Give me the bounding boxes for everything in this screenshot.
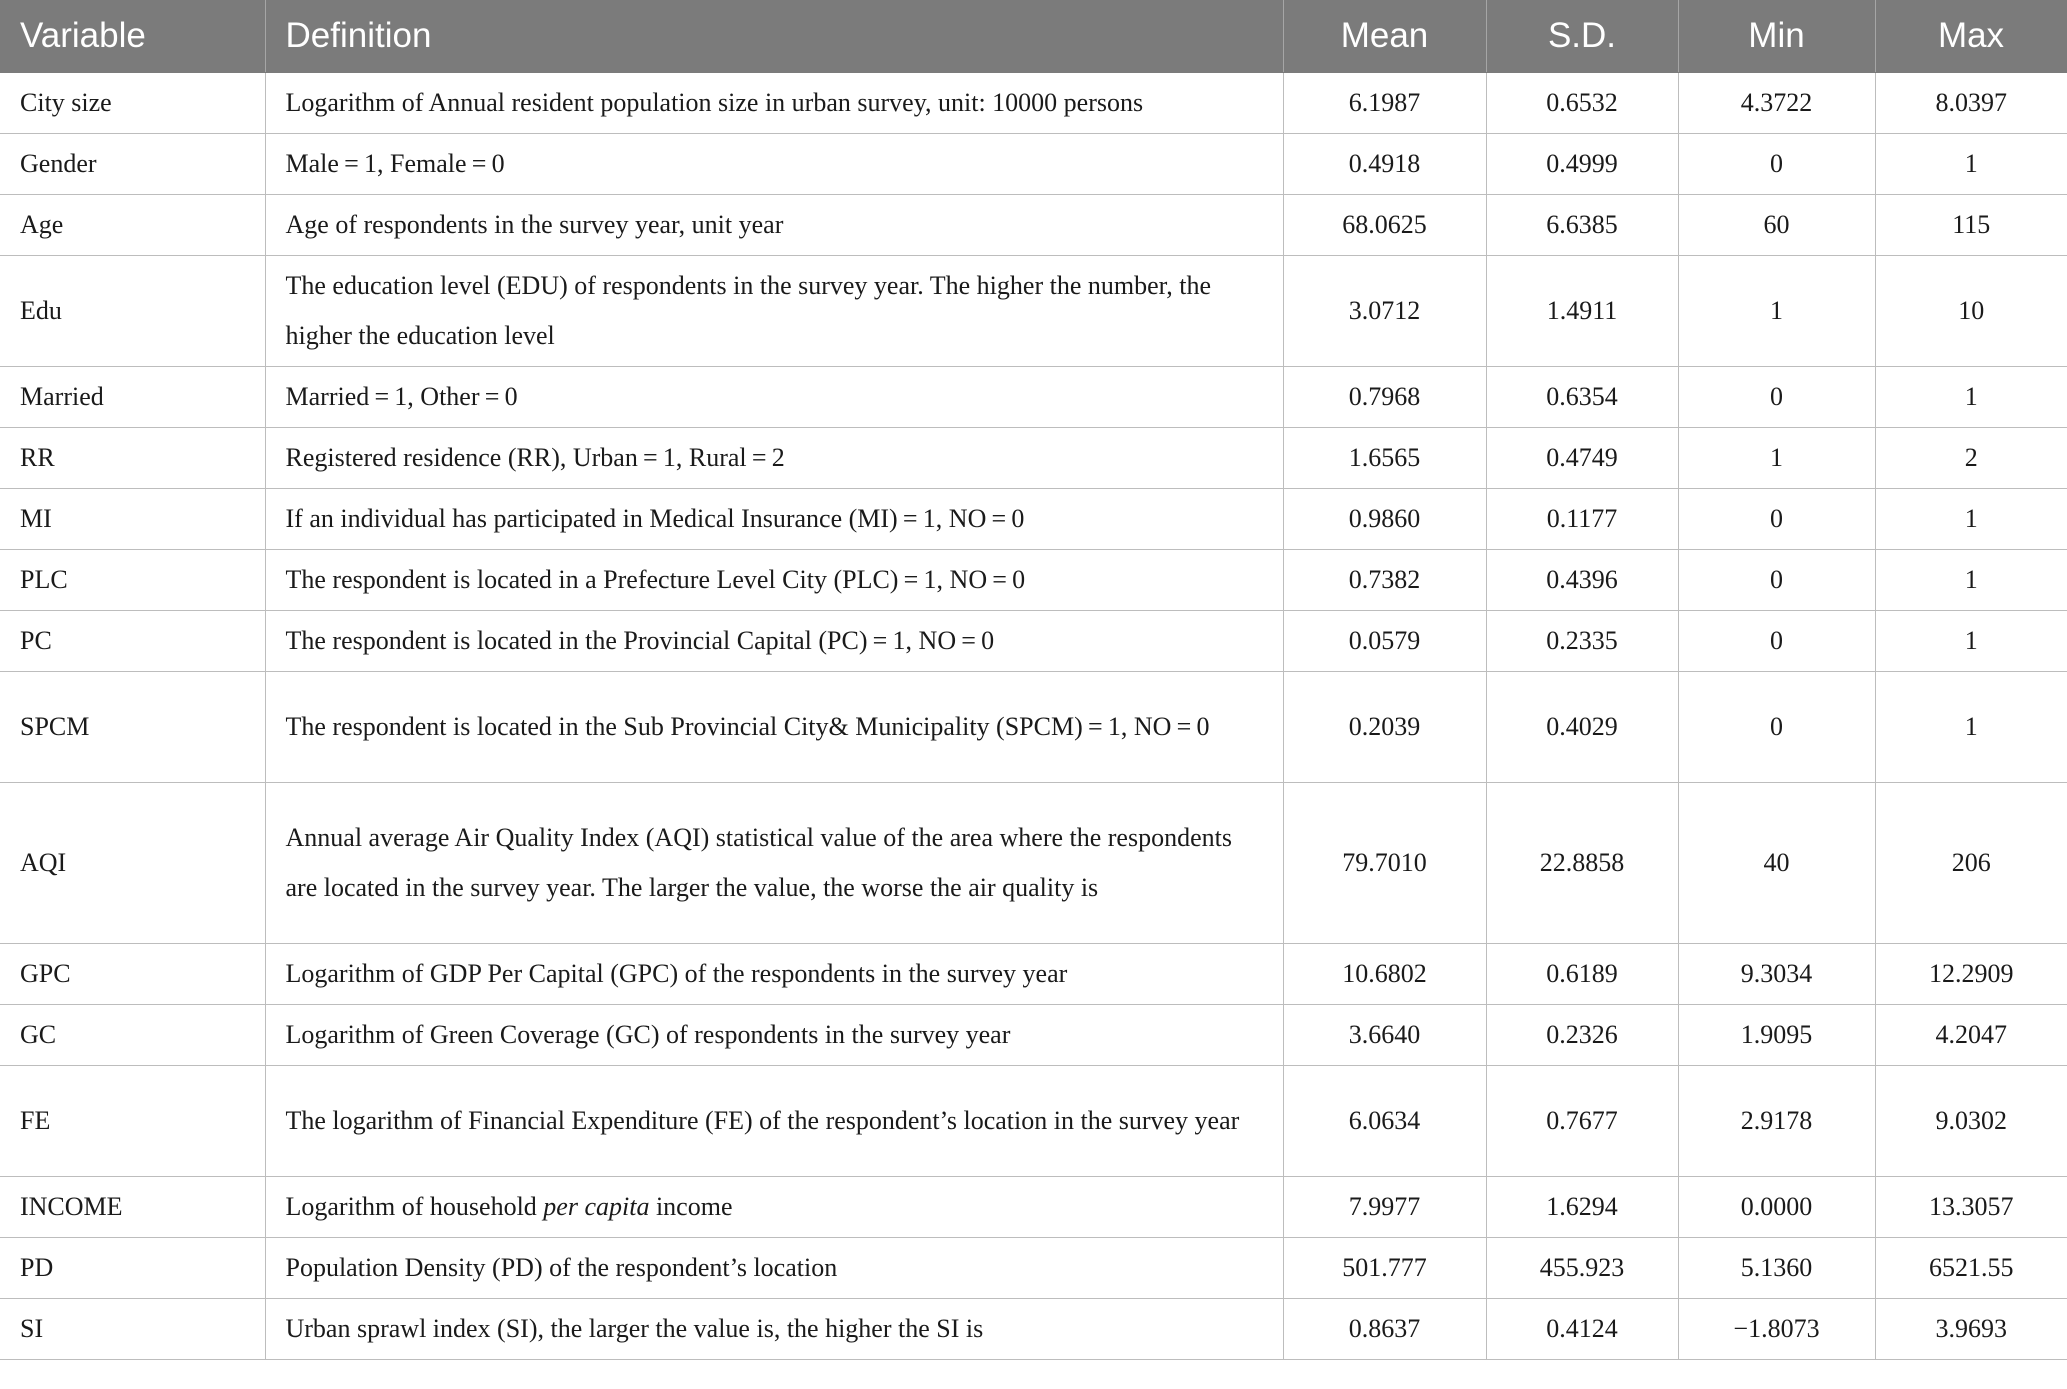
table-row: [0, 1177, 2067, 1238]
cell-sd: 0.4396: [1486, 550, 1678, 611]
cell-sd: 0.1177: [1486, 489, 1678, 550]
definition-italic-part: per capita: [543, 1192, 650, 1221]
cell-sd: 1.6294: [1486, 1177, 1678, 1238]
table-row: [0, 1238, 2067, 1299]
cell-sd: 0.6189: [1486, 944, 1678, 1005]
table-row: [0, 1066, 2067, 1177]
header-sd: S.D.: [1486, 0, 1678, 73]
table-row: [0, 367, 2067, 428]
cell-min: 0: [1678, 611, 1875, 672]
cell-max: 1: [1875, 489, 2067, 550]
table-row: [0, 489, 2067, 550]
cell-min: 9.3034: [1678, 944, 1875, 1005]
cell-definition: Logarithm of GDP Per Capital (GPC) of the respondents in the survey year: [265, 944, 1283, 1005]
cell-definition: Logarithm of Annual resident population size in urban survey, unit: 10000 persons: [265, 73, 1283, 134]
header-mean: Mean: [1283, 0, 1486, 73]
cell-min: 0.0000: [1678, 1177, 1875, 1238]
table-row: [0, 672, 2067, 783]
cell-variable: Age: [0, 195, 265, 256]
cell-variable: PD: [0, 1238, 265, 1299]
cell-mean: 501.777: [1283, 1238, 1486, 1299]
cell-max: 2: [1875, 428, 2067, 489]
cell-sd: 0.4124: [1486, 1299, 1678, 1360]
cell-max: 10: [1875, 256, 2067, 367]
cell-mean: 79.7010: [1283, 783, 1486, 944]
cell-max: 4.2047: [1875, 1005, 2067, 1066]
cell-sd: 0.6354: [1486, 367, 1678, 428]
cell-sd: 6.6385: [1486, 195, 1678, 256]
cell-min: 40: [1678, 783, 1875, 944]
cell-mean: 0.0579: [1283, 611, 1486, 672]
cell-variable: Gender: [0, 134, 265, 195]
table-row: [0, 195, 2067, 256]
cell-mean: 68.0625: [1283, 195, 1486, 256]
cell-min: 60: [1678, 195, 1875, 256]
cell-mean: 3.0712: [1283, 256, 1486, 367]
cell-definition: Annual average Air Quality Index (AQI) statistical value of the area where the respondents are located in the survey year. The larger the value, the worse the air quality is: [265, 783, 1283, 944]
table-row: [0, 550, 2067, 611]
cell-variable: SPCM: [0, 672, 265, 783]
cell-sd: 22.8858: [1486, 783, 1678, 944]
cell-sd: 0.4999: [1486, 134, 1678, 195]
cell-mean: 0.7968: [1283, 367, 1486, 428]
table-row: [0, 1005, 2067, 1066]
cell-min: 0: [1678, 672, 1875, 783]
cell-variable: FE: [0, 1066, 265, 1177]
cell-definition: Married = 1, Other = 0: [265, 367, 1283, 428]
cell-max: 12.2909: [1875, 944, 2067, 1005]
cell-min: 0: [1678, 489, 1875, 550]
cell-sd: 0.6532: [1486, 73, 1678, 134]
table-row: [0, 611, 2067, 672]
cell-sd: 0.7677: [1486, 1066, 1678, 1177]
table-row: [0, 783, 2067, 944]
table-row: [0, 944, 2067, 1005]
cell-definition: Male = 1, Female = 0: [265, 134, 1283, 195]
cell-max: 1: [1875, 134, 2067, 195]
cell-sd: 1.4911: [1486, 256, 1678, 367]
cell-definition: Urban sprawl index (SI), the larger the value is, the higher the SI is: [265, 1299, 1283, 1360]
cell-definition: Logarithm of Green Coverage (GC) of respondents in the survey year: [265, 1005, 1283, 1066]
cell-definition: The respondent is located in the Provincial Capital (PC) = 1, NO = 0: [265, 611, 1283, 672]
cell-variable: GC: [0, 1005, 265, 1066]
cell-max: 1: [1875, 611, 2067, 672]
cell-variable: RR: [0, 428, 265, 489]
table-row: [0, 134, 2067, 195]
cell-sd: 0.4029: [1486, 672, 1678, 783]
cell-min: 0: [1678, 134, 1875, 195]
cell-max: 3.9693: [1875, 1299, 2067, 1360]
header-min: Min: [1678, 0, 1875, 73]
cell-definition: Registered residence (RR), Urban = 1, Rural = 2: [265, 428, 1283, 489]
cell-max: 1: [1875, 367, 2067, 428]
cell-sd: 0.2335: [1486, 611, 1678, 672]
cell-mean: 6.0634: [1283, 1066, 1486, 1177]
cell-max: 6521.55: [1875, 1238, 2067, 1299]
table-row: [0, 73, 2067, 134]
cell-definition: The respondent is located in the Sub Provincial City& Municipality (SPCM) = 1, NO = 0: [265, 672, 1283, 783]
cell-min: 1.9095: [1678, 1005, 1875, 1066]
cell-definition: The respondent is located in a Prefecture Level City (PLC) = 1, NO = 0: [265, 550, 1283, 611]
cell-min: 1: [1678, 256, 1875, 367]
cell-mean: 0.4918: [1283, 134, 1486, 195]
table-row: [0, 428, 2067, 489]
cell-max: 13.3057: [1875, 1177, 2067, 1238]
cell-min: 0: [1678, 367, 1875, 428]
cell-max: 9.0302: [1875, 1066, 2067, 1177]
cell-sd: 455.923: [1486, 1238, 1678, 1299]
header-variable: Variable: [0, 0, 265, 73]
cell-definition: The logarithm of Financial Expenditure (FE) of the respondent’s location in the survey year: [265, 1066, 1283, 1177]
cell-variable: AQI: [0, 783, 265, 944]
definition-part: income: [649, 1192, 733, 1221]
cell-max: 1: [1875, 550, 2067, 611]
cell-mean: 7.9977: [1283, 1177, 1486, 1238]
cell-variable: SI: [0, 1299, 265, 1360]
cell-variable: MI: [0, 489, 265, 550]
cell-mean: 10.6802: [1283, 944, 1486, 1005]
cell-max: 115: [1875, 195, 2067, 256]
cell-variable: GPC: [0, 944, 265, 1005]
cell-definition: Age of respondents in the survey year, unit year: [265, 195, 1283, 256]
cell-definition: The education level (EDU) of respondents in the survey year. The higher the number, the higher the education level: [265, 256, 1283, 367]
cell-mean: 0.8637: [1283, 1299, 1486, 1360]
cell-mean: 3.6640: [1283, 1005, 1486, 1066]
cell-variable: INCOME: [0, 1177, 265, 1238]
cell-definition: Population Density (PD) of the respondent’s location: [265, 1238, 1283, 1299]
header-definition: Definition: [265, 0, 1283, 73]
cell-mean: 0.9860: [1283, 489, 1486, 550]
cell-sd: 0.2326: [1486, 1005, 1678, 1066]
cell-mean: 0.2039: [1283, 672, 1486, 783]
cell-max: 206: [1875, 783, 2067, 944]
cell-mean: 0.7382: [1283, 550, 1486, 611]
cell-min: 2.9178: [1678, 1066, 1875, 1177]
cell-definition: If an individual has participated in Medical Insurance (MI) = 1, NO = 0: [265, 489, 1283, 550]
header-row: [0, 0, 2067, 73]
cell-mean: 6.1987: [1283, 73, 1486, 134]
cell-variable: Married: [0, 367, 265, 428]
cell-min: 4.3722: [1678, 73, 1875, 134]
table-row: [0, 1299, 2067, 1360]
cell-min: 0: [1678, 550, 1875, 611]
cell-mean: 1.6565: [1283, 428, 1486, 489]
cell-min: −1.8073: [1678, 1299, 1875, 1360]
cell-variable: City size: [0, 73, 265, 134]
cell-variable: PC: [0, 611, 265, 672]
table-row: [0, 256, 2067, 367]
cell-max: 8.0397: [1875, 73, 2067, 134]
definition-part: Logarithm of household: [285, 1192, 544, 1221]
cell-sd: 0.4749: [1486, 428, 1678, 489]
cell-max: 1: [1875, 672, 2067, 783]
cell-variable: PLC: [0, 550, 265, 611]
cell-variable: Edu: [0, 256, 265, 367]
cell-min: 1: [1678, 428, 1875, 489]
cell-min: 5.1360: [1678, 1238, 1875, 1299]
cell-definition: [265, 1177, 1283, 1238]
header-max: Max: [1875, 0, 2067, 73]
